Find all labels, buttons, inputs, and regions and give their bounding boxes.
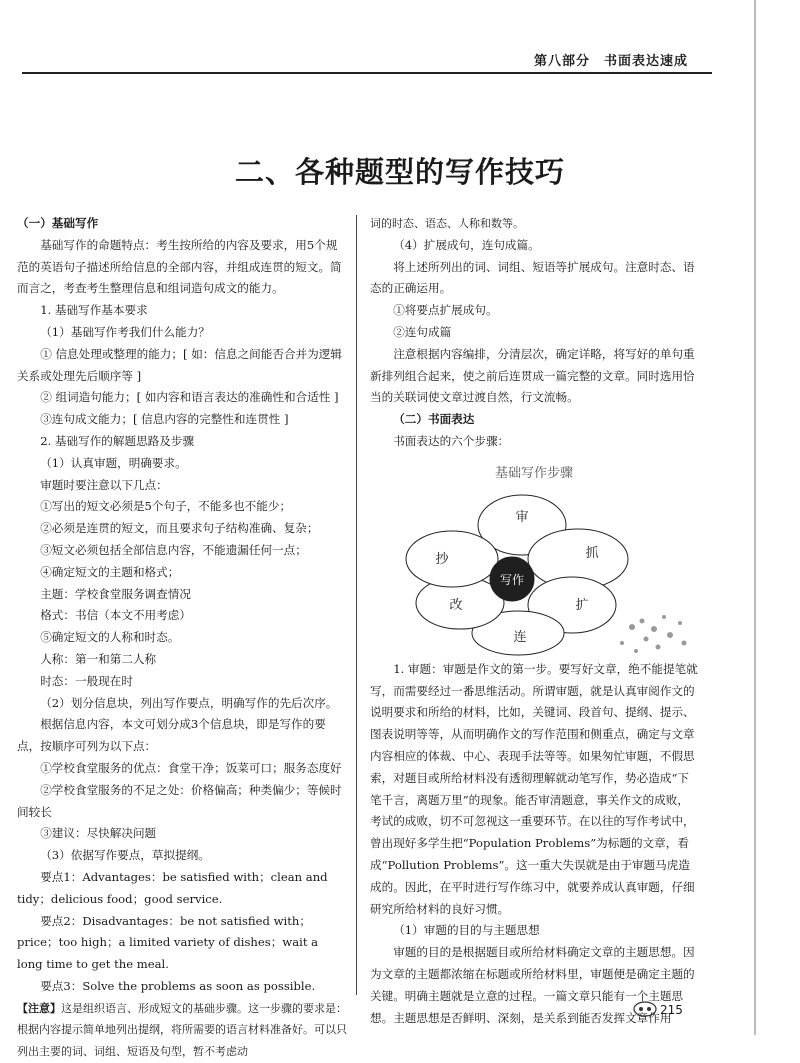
paragraph: 词的时态、语态、人称和数等。 <box>370 217 524 230</box>
petal-label: 抄 <box>435 551 449 567</box>
point-line: 要点2：Disadvantages：be not satisfied with；price；too high；a limited variety of dishes；wait a long time to get the meal. <box>17 913 319 972</box>
petal-label: 扩 <box>575 597 589 613</box>
paragraph: 1. 审题：审题是作文的第一步。要写好文章，绝不能提笔就写，而需要经过一番思维活动。所谓审题，就是认真审阅作文的说明要求和所给的材料，比如，关键词、段首句、提纲、提示、图表说明等等，从而明确作文的写作范围和侧重点，确定与文章内容相应的体裁、中心、表现手法等等。如果匆忙审题，不假思索，对题目或所给材料没有透彻理解就动笔写作，势必造成“下笔千言，离题万里”的现象。能否审清题意，事关作文的成败，考试的成败，切不可忽视这一重要环节。在以往的写作考试中，曾出现好多学生把“Population Problems”为标题的文章，看成“Pollution Problems”。这一重大失误就是由于审题马虎造成的。因此，在平时进行写作练习中，就要养成认真审题，仔细研究所给材料的良好习惯。 <box>370 661 698 916</box>
petal-label: 改 <box>449 597 463 613</box>
list-item: ① 信息处理或整理的能力；[ 如：信息之间能否合并为逻辑关系或处理先后顺序等 ] <box>17 346 342 383</box>
diagram-title: 基础写作步骤 <box>494 465 573 481</box>
list-item: ② 组词造句能力；[ 如内容和语言表达的准确性和合适性 ] <box>40 390 339 405</box>
list-item: ③建议：尽快解决问题 <box>40 826 157 841</box>
paragraph: 审题的目的是根据题目或所给材料确定文章的主题思想。因为文章的主题都浓缩在标题或所给材料里，审题便是确定主题的关键。明确主题就是立意的过程。一篇文章只能有一个主题思想。主题思想是否鲜明、深刻，是关系到能否发挥文章作用 <box>370 945 695 1025</box>
subheading: 2. 基础写作的解题思路及步骤 <box>40 433 195 448</box>
paragraph: 书面表达的六个步骤： <box>393 433 510 448</box>
paragraph: 主题：学校食堂服务调查情况 <box>40 586 191 601</box>
flower-decoration <box>620 615 687 653</box>
subheading: 1. 基础写作基本要求 <box>40 303 148 318</box>
paragraph: 基础写作的命题特点：考生按所给的内容及要求，用5个规范的英语句子描述所给信息的全部内容，并组成连贯的短文。简而言之，考查考生整理信息和组词造句成文的能力。 <box>17 237 342 296</box>
section-heading-basic: （一）基础写作 <box>17 216 99 230</box>
list-item: ②学校食堂服务的不足之处：价格偏高；种类偏少；等候时间较长 <box>17 782 342 819</box>
subheading: （1）基础写作考我们什么能力？ <box>40 324 210 339</box>
list-item: ①写出的短文必须是5个句子，不能多也不能少； <box>40 499 292 514</box>
header-section-title: 第八部分 书面表达速成 <box>533 54 688 69</box>
column-divider <box>356 215 357 995</box>
list-item: ④确定短文的主题和格式； <box>40 564 180 579</box>
diagram-canvas <box>370 477 698 657</box>
page-title: 二、各种题型的写作技巧 <box>234 155 565 189</box>
subheading: （1）认真审题，明确要求。 <box>40 455 187 470</box>
subheading: （4）扩展成句，连句成篇。 <box>393 237 540 252</box>
paragraph: 将上述所列出的词、词组、短语等扩展成句。注意时态、语态的正确运用。 <box>370 259 695 296</box>
right-column <box>370 213 698 1029</box>
subheading: （2）划分信息块，列出写作要点，明确写作的先后次序。 <box>40 695 338 710</box>
petal-label: 审 <box>515 509 529 525</box>
paragraph: 格式：书信（本文不用考虑） <box>40 608 191 623</box>
subheading: （1）审题的目的与主题思想 <box>393 923 540 938</box>
paragraph: 审题时要注意以下几点： <box>40 477 168 492</box>
left-column <box>17 213 347 1063</box>
paragraph: 时态：一般现在时 <box>40 673 133 688</box>
page-ornament-icon <box>632 1000 658 1018</box>
page-number: 215 <box>660 1003 683 1017</box>
header-rule <box>22 72 712 74</box>
subheading: （3）依据写作要点，草拟提纲。 <box>40 848 210 863</box>
petal-label: 连 <box>513 629 527 645</box>
paragraph: 注意根据内容编排，分清层次，确定详略，将写好的单句重新排列组合起来，使之前后连贯成一篇完整的文章。同时选用恰当的关联词使文章过渡自然，行文流畅。 <box>370 346 695 405</box>
paragraph: 人称：第一和第二人称 <box>40 651 157 666</box>
note-label: 【注意】 <box>17 1001 61 1015</box>
note-paragraph <box>17 998 347 1063</box>
note-text: 这是组织语言、形成短文的基础步骤。这一步骤的要求是：根据内容提示简单地列出提纲，将所需要的语言材料准备好。可以只列出主要的词、词组、短语及句型，暂不考虑动 <box>17 1001 347 1059</box>
list-item: ⑤确定短文的人称和时态。 <box>40 630 180 645</box>
list-item: ①将要点扩展成句。 <box>393 303 498 318</box>
petal-label: 抓 <box>585 545 599 561</box>
center-label: 写作 <box>499 572 525 587</box>
writing-steps-diagram <box>370 457 698 657</box>
list-item: ②必须是连贯的短文，而且要求句子结构准确、复杂； <box>40 521 319 536</box>
point-line: 要点3：Solve the problems as soon as possible. <box>40 978 316 993</box>
petal-ellipse-left <box>406 531 498 587</box>
list-item: ③短文必须包括全部信息内容，不能遗漏任何一点； <box>40 542 307 557</box>
list-item: ②连句成篇 <box>393 324 452 339</box>
section-heading-writing: （二）书面表达 <box>393 412 475 427</box>
point-line: 要点1：Advantages：be satisfied with；clean and tidy；delicious food；good service. <box>17 869 328 906</box>
list-item: ③连句成文能力；[ 信息内容的完整性和连贯性 ] <box>40 412 289 427</box>
list-item: ①学校食堂服务的优点：食堂干净；饭菜可口；服务态度好 <box>40 760 342 775</box>
page-header <box>0 0 800 80</box>
paragraph: 根据信息内容，本文可划分成3个信息块，即是写作的要点，按顺序可列为以下点： <box>17 717 326 754</box>
